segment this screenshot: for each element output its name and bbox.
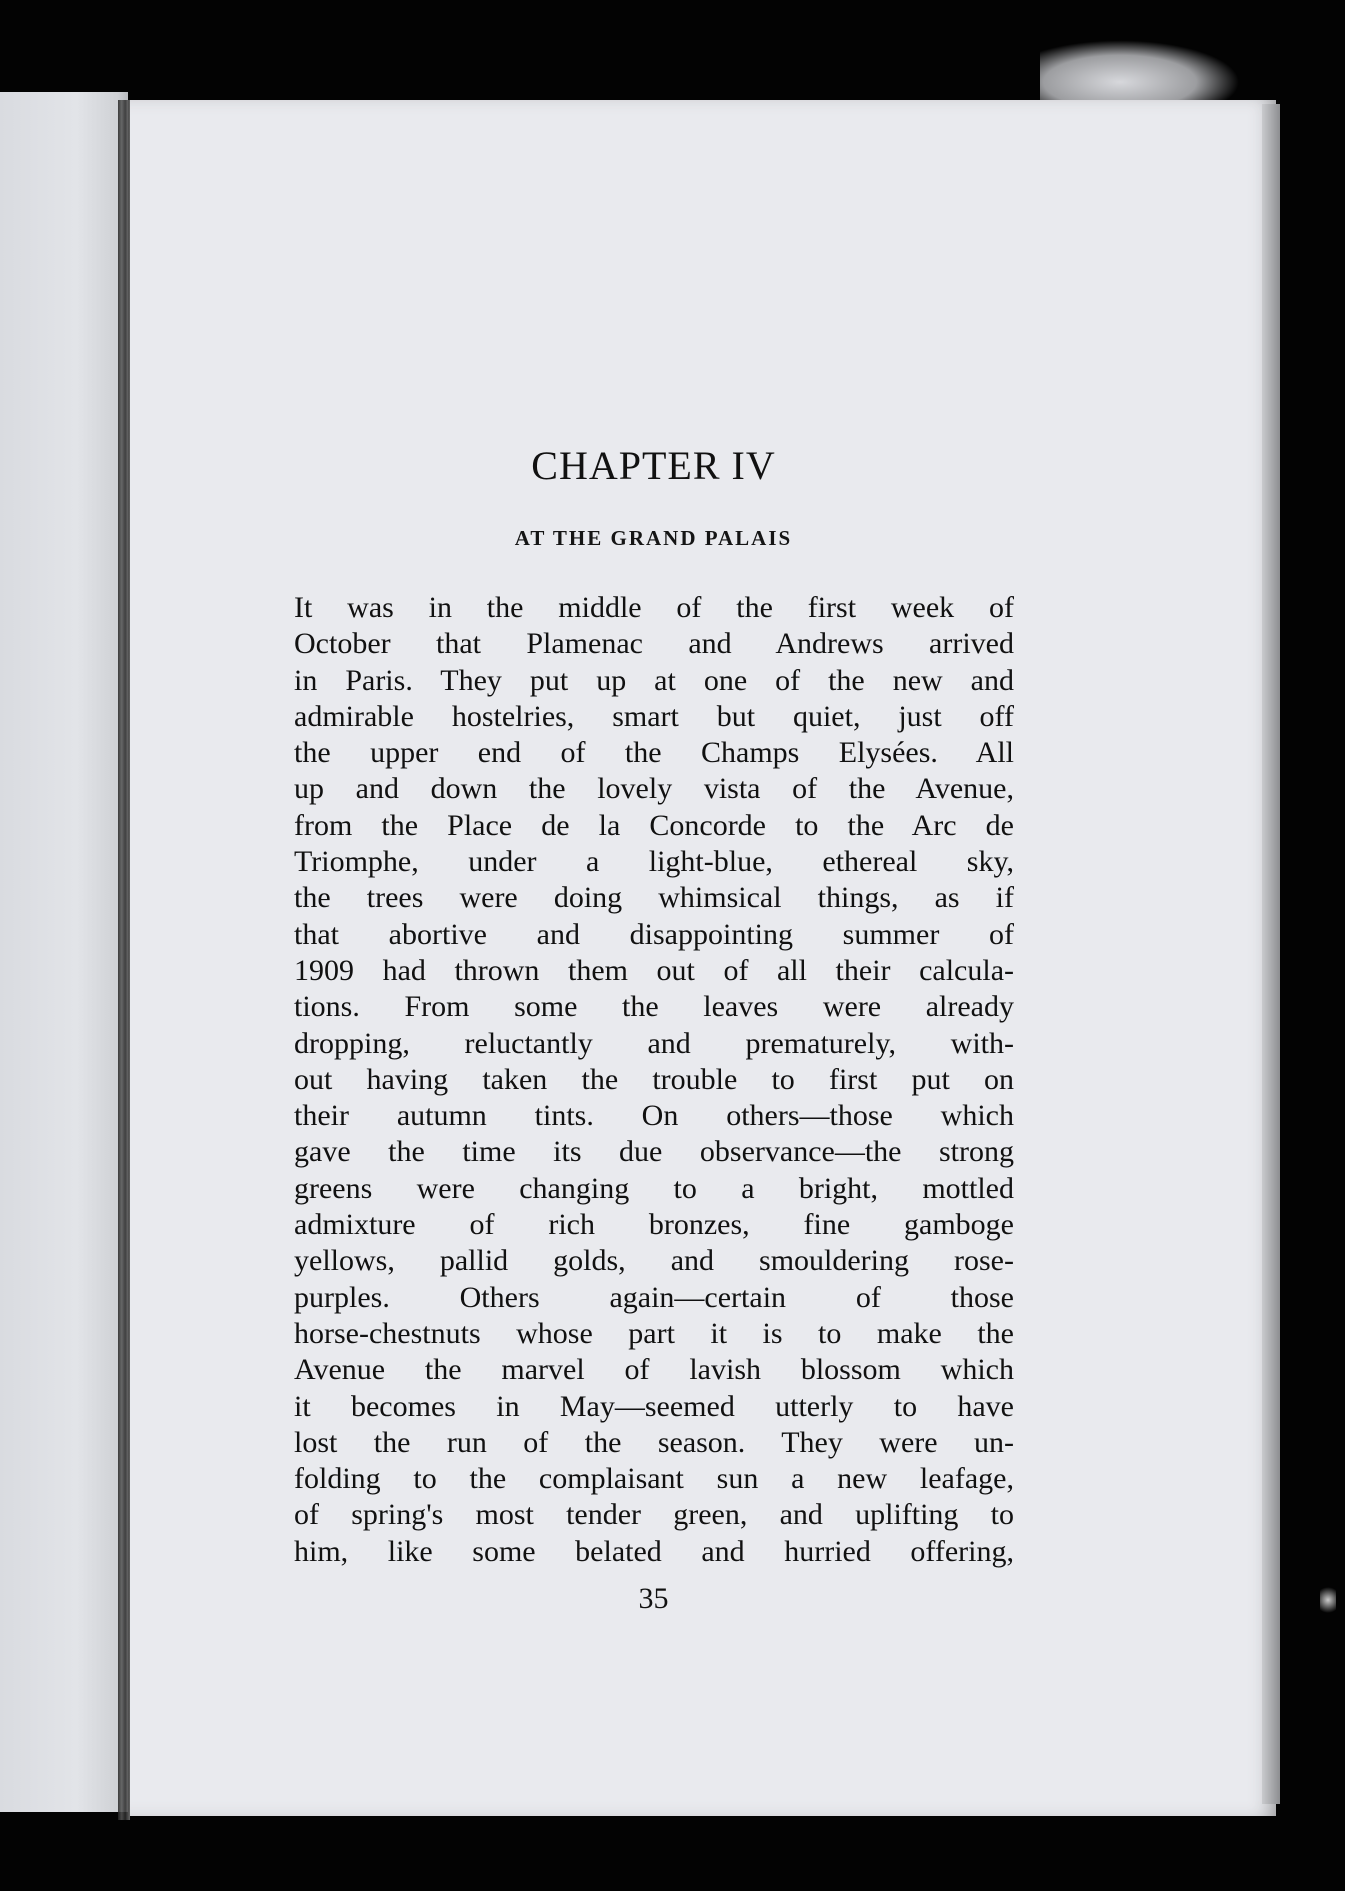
chapter-title: CHAPTER IV	[531, 443, 776, 488]
text-line: him, like some belated and hurried offering,	[294, 1534, 1014, 1568]
facing-page-edge	[0, 92, 128, 1812]
text-line: the upper end of the Champs Elysées. All	[294, 736, 1014, 770]
page-edge-shadow	[1262, 104, 1280, 1804]
text-line: tions. From some the leaves were already	[294, 990, 1014, 1024]
book-binding	[118, 100, 130, 1820]
text-line: yellows, pallid golds, and smouldering rose-	[294, 1244, 1014, 1278]
text-line: October that Plamenac and Andrews arrived	[294, 627, 1014, 661]
scan-speck	[1320, 1580, 1336, 1620]
page-number: 35	[638, 1582, 669, 1615]
text-line: up and down the lovely vista of the Avenue,	[294, 772, 1014, 806]
text-line: horse-chestnuts whose part it is to make the	[294, 1316, 1014, 1350]
text-line: out having taken the trouble to first put on	[294, 1062, 1014, 1096]
text-line: it becomes in May—seemed utterly to have	[294, 1389, 1014, 1423]
text-line: lost the run of the season. They were un-	[294, 1425, 1014, 1459]
text-line: It was in the middle of the first week of	[294, 591, 1014, 624]
chapter-subtitle: AT THE GRAND PALAIS	[514, 526, 793, 550]
text-line: purples. Others again—certain of those	[294, 1280, 1014, 1314]
text-line: gave the time its due observance—the strong	[294, 1135, 1014, 1169]
text-line: greens were changing to a bright, mottled	[294, 1171, 1014, 1205]
text-line: 1909 had thrown them out of all their calcula-	[294, 953, 1014, 987]
text-line: admixture of rich bronzes, fine gamboge	[294, 1208, 1014, 1242]
chapter-body	[294, 590, 1014, 1570]
text-line: from the Place de la Concorde to the Arc de	[294, 808, 1014, 842]
text-line: of spring's most tender green, and uplifting to	[294, 1498, 1014, 1532]
text-line: their autumn tints. On others—those which	[294, 1099, 1014, 1133]
text-line: the trees were doing whimsical things, as if	[294, 881, 1014, 915]
text-line: admirable hostelries, smart but quiet, just off	[294, 699, 1014, 733]
text-line: dropping, reluctantly and prematurely, with-	[294, 1026, 1014, 1060]
text-line: Triomphe, under a light-blue, ethereal sky,	[294, 845, 1014, 879]
text-line: that abortive and disappointing summer of	[294, 917, 1014, 951]
text-line: Avenue the marvel of lavish blossom which	[294, 1353, 1014, 1387]
text-line: folding to the complaisant sun a new leafage,	[294, 1462, 1014, 1496]
text-line: in Paris. They put up at one of the new and	[294, 663, 1014, 697]
